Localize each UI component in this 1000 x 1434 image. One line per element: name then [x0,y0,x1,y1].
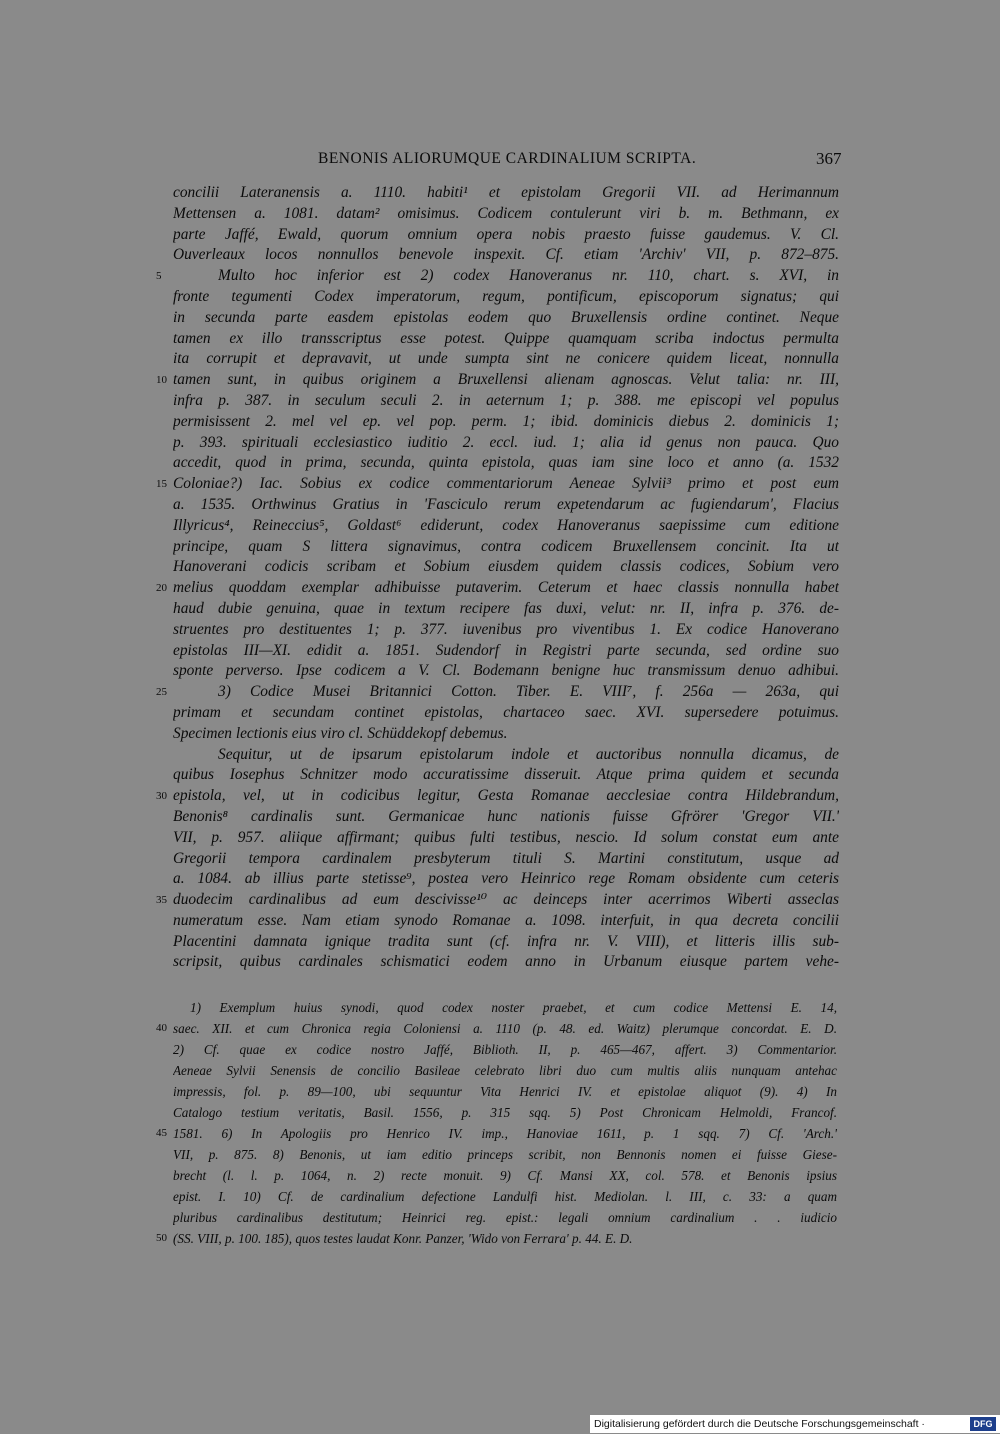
text-line [0,724,1000,745]
line-text: principe, quam S littera signavimus, contra codicem Bruxellensem concinit. Ita ut [173,537,839,555]
text-line [0,599,1000,620]
line-number: 5 [156,270,162,283]
line-text: numeratum esse. Nam etiam synodo Romanae a. 1098. interfuit, in qua decreta concilii [173,911,839,929]
line-text: Sequitur, ut de ipsarum epistolarum indole et auctoribus nonnulla dicamus, de [218,745,839,763]
text-line [0,578,1000,599]
line-text: epistolas III—XI. edidit a. 1851. Sudendorf in Registri parte secunda, sed ordine suo [173,641,839,659]
text-line [0,807,1000,828]
line-text: sponte perverso. Ipse codicem a V. Cl. Bodemann benigne huc transmissum denuo adhibui. [173,662,839,680]
text-line [0,349,1000,370]
line-number: 40 [156,1022,167,1034]
line-text: impressis, fol. p. 89—100, ubi sequuntur Vita Henrici IV. et epistolae aliquot (9). 4) In [173,1084,837,1099]
line-number: 35 [156,894,167,907]
line-number: 20 [156,582,167,595]
line-text: Ouverleaux locos nonnullos benevole inspexit. Cf. etiam 'Archiv' VII, p. 872–875. [173,246,839,264]
text-line [0,537,1000,558]
line-text: quibus Iosephus Schnitzer modo accuratissime disseruit. Atque prima quidem et secunda [173,766,839,784]
footnote-line [0,1018,1000,1039]
line-text: epist. I. 10) Cf. de cardinalium defectione Landulfi hist. Mediolan. l. III, c. 33: a quam [173,1189,837,1204]
line-text: VII, p. 957. aliique affirmant; quibus fulti testibus, nescio. Id solum constat eum ante [173,828,839,846]
line-text: 1581. 6) In Apologiis pro Henrico IV. imp., Hanoviae 1611, p. 1 sqq. 7) Cf. 'Arch.' [173,1126,837,1141]
footnote-line [0,1081,1000,1102]
line-text: duodecim cardinalibus ad eum descivisse¹⁰ ac deinceps inter acerrimos Wiberti asseclas [173,891,839,909]
header-title: BENONIS ALIORUMQUE CARDINALIUM SCRIPTA. [318,150,697,167]
line-text: a. 1535. Orthwinus Gratius in 'Fasciculo rerum expetendarum ac fugiendarum', Flacius [173,495,839,513]
line-text: saec. XII. et cum Chronica regia Coloniensi a. 1110 (p. 48. ed. Waitz) plerumque concordat. E. D. [173,1021,837,1036]
line-text: struentes pro destituentes 1; p. 377. iuvenibus pro viventibus 1. Ex codice Hanoverano [173,620,839,638]
text-line [0,453,1000,474]
main-text [0,183,1000,973]
text-line [0,890,1000,911]
line-text: 3) Codice Musei Britannici Cotton. Tiber. E. VIII⁷, f. 256a — 263a, qui [218,683,839,701]
line-text: Illyricus⁴, Reineccius⁵, Goldast⁶ ediderunt, codex Hanoveranus saepissime cum editione [173,516,839,534]
text-line [0,287,1000,308]
line-text: Catalogo testium veritatis, Basil. 1556, p. 315 sqq. 5) Post Chronicam Helmoldi, Francof. [173,1105,837,1120]
line-text: infra p. 387. in seculum seculi 2. in aeternum 1; p. 388. me episcopi vel populus [173,391,839,409]
text-line [0,932,1000,953]
text-line [0,225,1000,246]
line-text: haud dubie genuina, quae in textum recipere fas duxi, velut: nr. II, infra p. 376. de- [173,599,839,617]
text-line [0,620,1000,641]
running-header [0,150,1000,176]
line-text: tamen sunt, in quibus originem a Bruxellensi alienam agnoscas. Velut talia: nr. III, [173,371,839,389]
footnote-line [0,1165,1000,1186]
text-line [0,557,1000,578]
text-line [0,329,1000,350]
footnote-line [0,1186,1000,1207]
line-text: brecht (l. l. p. 1064, n. 2) recte monuit. 9) Cf. Mansi XX, col. 578. et Benonis ipsius [173,1168,837,1183]
text-line [0,911,1000,932]
text-line [0,245,1000,266]
footnote-line [0,1039,1000,1060]
line-number: 45 [156,1127,167,1139]
footnote-line [0,1060,1000,1081]
line-text: Mettensen a. 1081. datam² omisimus. Codicem contulerunt viri b. m. Bethmann, ex [173,204,839,222]
line-text: Aeneae Sylvii Senensis de concilio Basileae celebrato libri duo cum multis aliis nunquam antehac [173,1063,837,1078]
text-line [0,703,1000,724]
line-text: VII, p. 875. 8) Benonis, ut iam editio princeps scribit, non Bennonis nomen ei fuisse Giese- [173,1147,837,1162]
text-line [0,869,1000,890]
text-line [0,952,1000,973]
line-text: Benonis⁸ cardinalis sunt. Germanicae hunc nationis fuisse Gfrörer 'Gregor VII.' [173,807,839,825]
text-line [0,183,1000,204]
line-text: Coloniae?) Iac. Sobius ex codice commentariorum Aeneae Sylvii³ primo et post eum [173,475,839,493]
footnote-line [0,1228,1000,1249]
text-line [0,765,1000,786]
line-text: Placentini damnata ignique tradita sunt (cf. infra nr. V. VIII), et litteris illis sub- [173,932,839,950]
text-line [0,412,1000,433]
line-text: p. 393. spirituali ecclesiastico iuditio 2. eccl. iud. 1; alia id genus non pauca. Quo [173,433,839,451]
text-line [0,474,1000,495]
text-line [0,266,1000,287]
line-text: fronte tegumenti Codex imperatorum, regum, pontificum, episcoporum signatus; qui [173,287,839,305]
text-line [0,308,1000,329]
line-text: permisissent 2. mel vel ep. vel pop. perm. 1; ibid. dominicis diebus 2. dominicis 1; [173,412,839,430]
text-line [0,433,1000,454]
footnote-line [0,1102,1000,1123]
line-number: 30 [156,790,167,803]
line-text: Gregorii tempora cardinalem presbyterum tituli S. Martini constitutum, usque ad [173,849,839,867]
line-text: a. 1084. ab illius parte stetisse⁹, postea vero Heinrico rege Romam obsidente cum ceteris [173,870,839,888]
line-text: pluribus cardinalibus destitutum; Heinrici reg. epist.: legali omnium cardinalium . . iudicio [173,1210,837,1225]
line-text: melius quoddam exemplar adhibuisse putaverim. Ceterum et haec classis nonnulla habet [173,579,839,597]
text-line [0,786,1000,807]
line-number: 10 [156,374,167,387]
line-text: parte Jaffé, Ewald, quorum omnium opera nobis praesto fuisse gaudemus. V. Cl. [173,225,839,243]
footnotes [0,997,1000,1249]
text-line [0,828,1000,849]
text-line [0,849,1000,870]
dfg-logo-icon[interactable]: DFG [970,1417,996,1431]
line-text: accedit, quod in prima, secunda, quinta epistola, quas iam sine loco et anno (a. 1532 [173,454,839,472]
line-text: 1) Exemplum huius synodi, quod codex noster praebet, et cum codice Mettensi E. 14, [190,1000,837,1015]
line-number: 15 [156,478,167,491]
line-number: 50 [156,1232,167,1244]
text-line [0,370,1000,391]
text-line [0,641,1000,662]
line-text: primam et secundam continet epistolas, chartaceo saec. XVI. supersedere potuimus. [173,703,839,721]
text-line [0,495,1000,516]
footnote-line [0,1144,1000,1165]
line-text: Hanoverani codicis scribam et Sobium eiusdem quidem classis codices, Sobium vero [173,558,839,576]
line-text: (SS. VIII, p. 100. 185), quos testes laudat Konr. Panzer, 'Wido von Ferrara' p. 44. E. D. [173,1231,633,1246]
page-number: 367 [816,149,842,168]
line-text: ita corrupit et depravavit, ut unde sumpta sint ne conicere quidem liceat, nonnulla [173,350,839,368]
footer-credit: Digitalisierung gefördert durch die Deutsche Forschungsgemeinschaft · [594,1418,925,1430]
line-text: tamen ex illo transscriptus esse potest. Quippe quamquam scriba indoctus permulta [173,329,839,347]
footnote-line [0,1207,1000,1228]
text-line [0,204,1000,225]
line-number: 25 [156,686,167,699]
line-text: concilii Lateranensis a. 1110. habiti¹ et epistolam Gregorii VII. ad Herimannum [173,184,839,201]
line-text: scripsit, quibus cardinales schismatici eodem anno in Urbanum eiusque partem vehe- [173,953,839,971]
line-text: 2) Cf. quae ex codice nostro Jaffé, Biblioth. II, p. 465—467, affert. 3) Commentarior. [173,1042,837,1057]
footnote-line [0,997,1000,1018]
line-text: Multo hoc inferior est 2) codex Hanoveranus nr. 110, chart. s. XVI, in [218,267,839,285]
line-text: in secunda parte easdem epistolas eodem quo Bruxellensis ordine continet. Neque [173,308,839,326]
text-line [0,391,1000,412]
text-line [0,682,1000,703]
footer-bar [590,1415,1000,1433]
text-line [0,516,1000,537]
footnote-line [0,1123,1000,1144]
line-text: epistola, vel, ut in codicibus legitur, Gesta Romanae aecclesiae contra Hildebrandum, [173,787,839,805]
text-line [0,661,1000,682]
text-line [0,745,1000,766]
line-text: Specimen lectionis eius viro cl. Schüddekopf debemus. [173,724,508,742]
